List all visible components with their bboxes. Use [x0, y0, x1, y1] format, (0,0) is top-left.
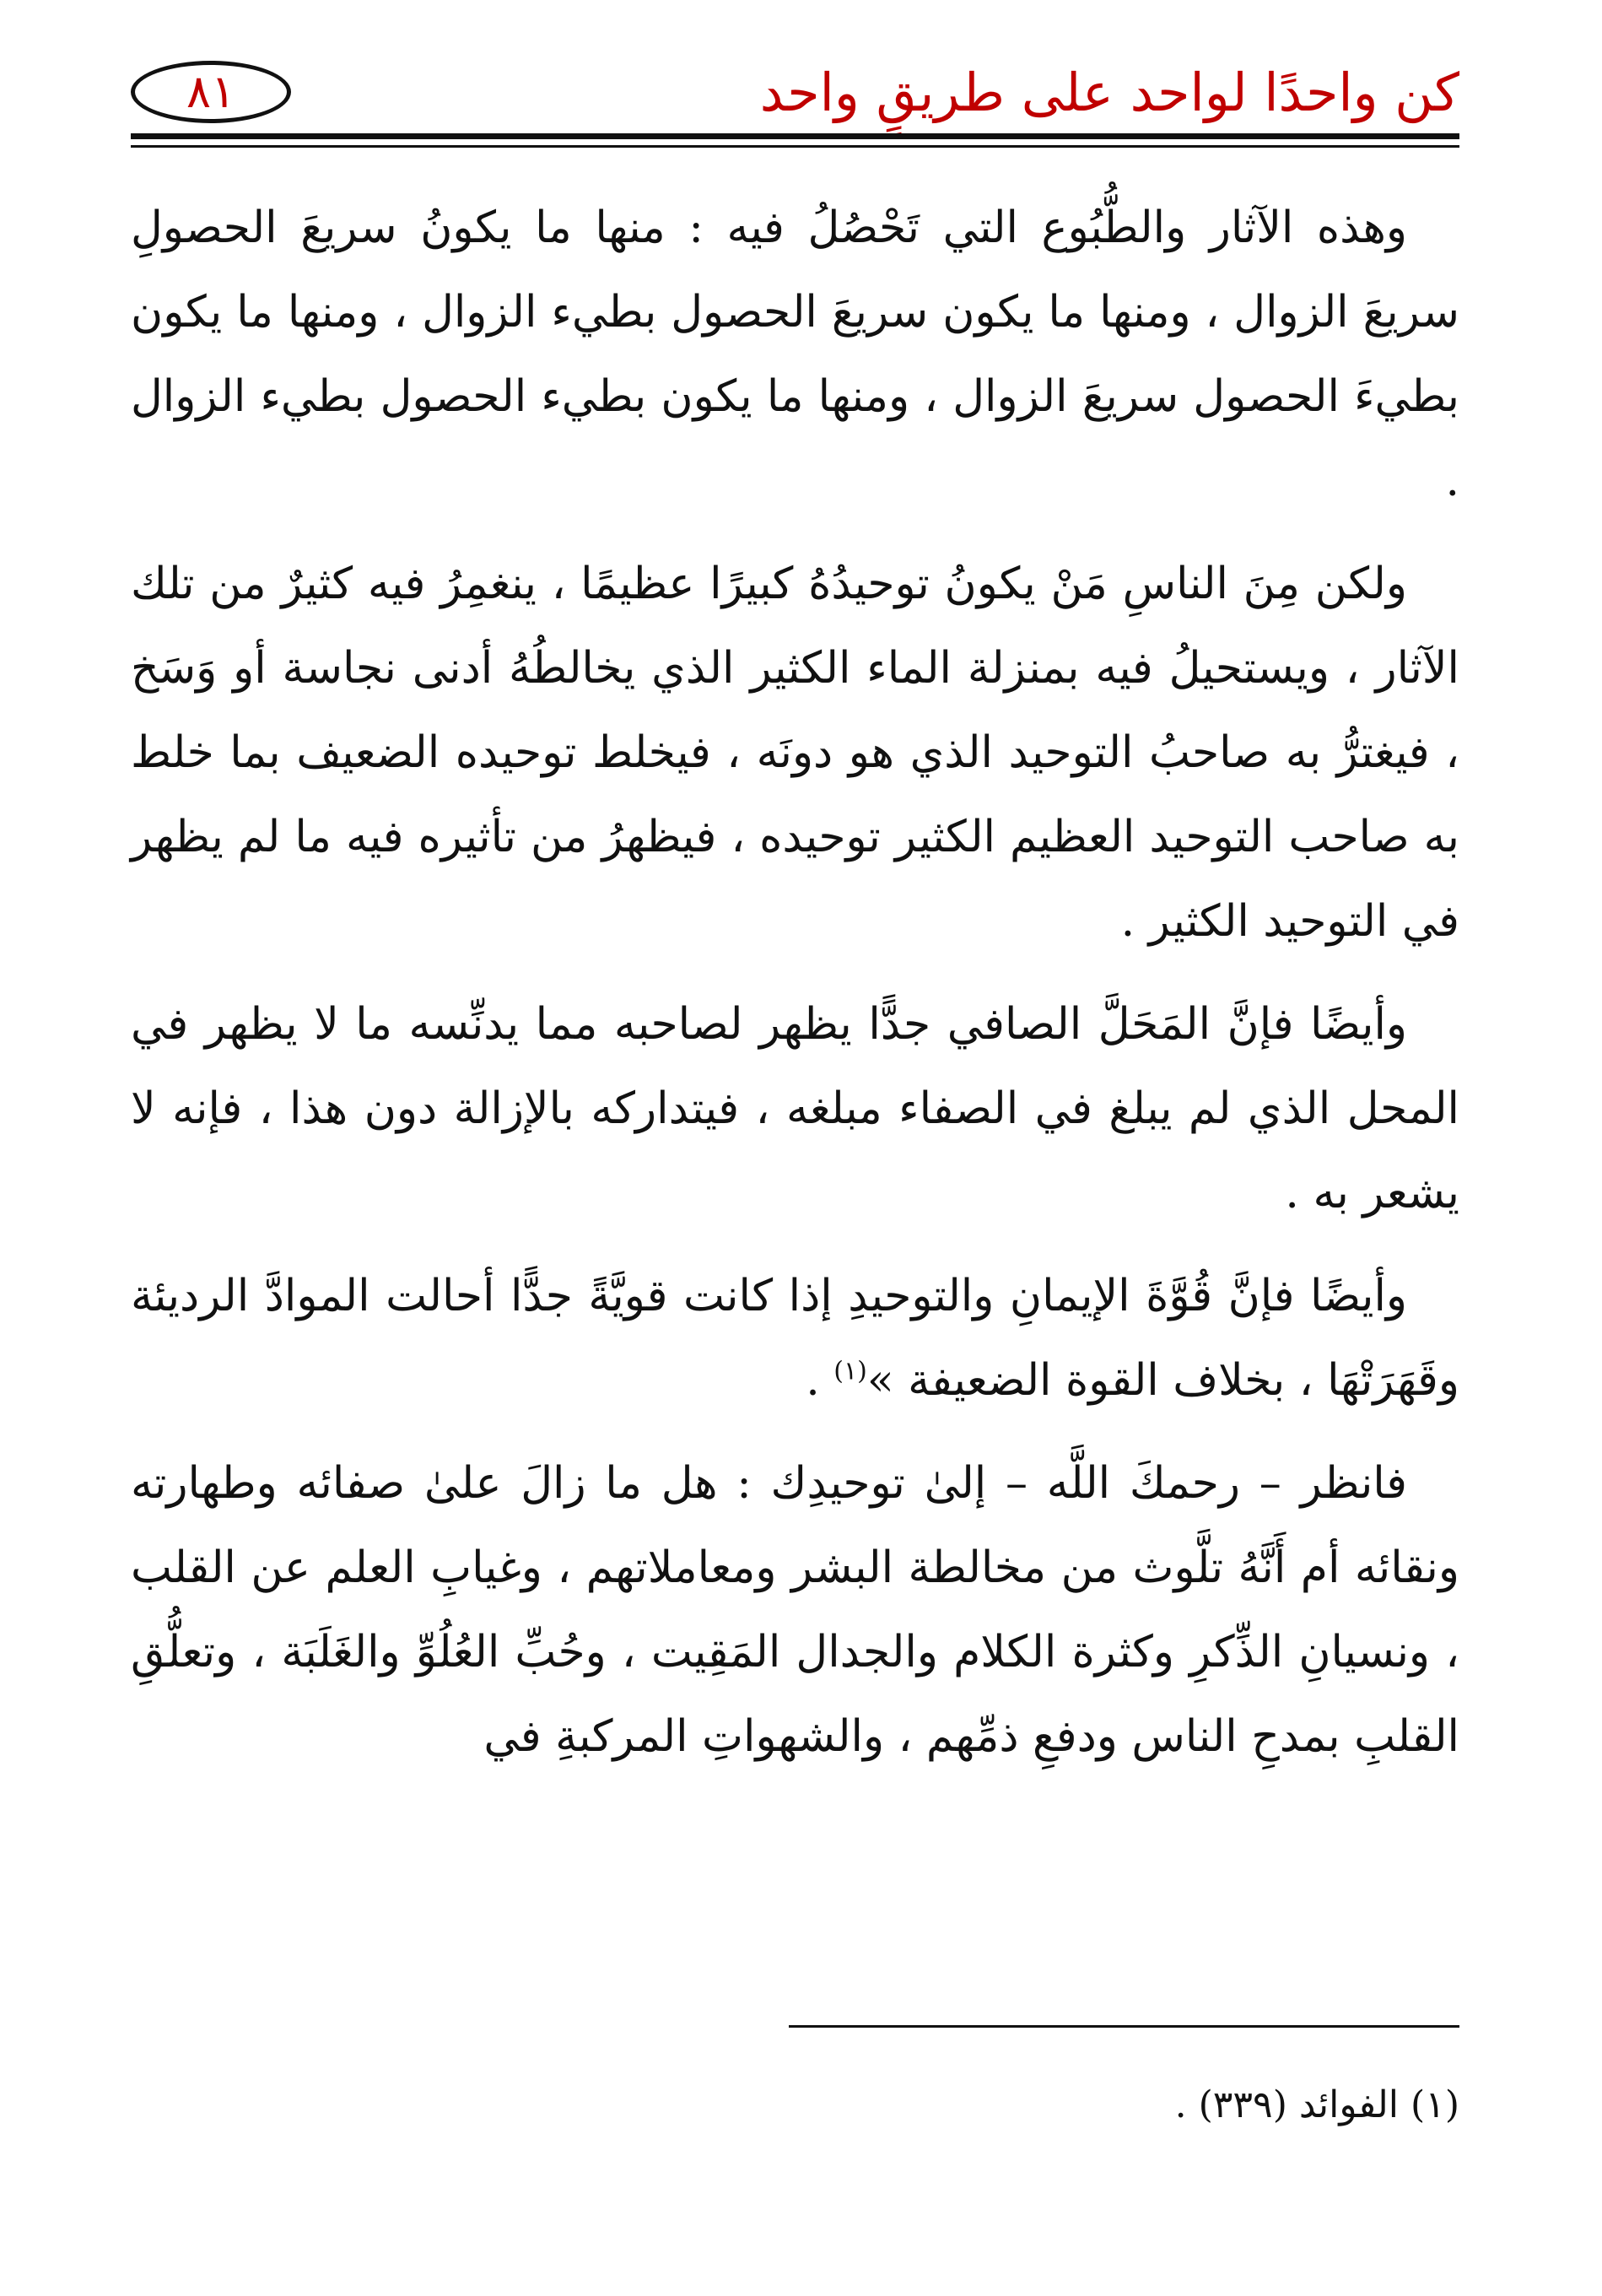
- body-text: [131, 186, 1459, 1797]
- paragraph-4: [131, 1254, 1459, 1423]
- page-number: ٨١: [186, 65, 236, 118]
- paragraph-text: ولكن مِنَ الناسِ مَنْ يكونُ توحيدُهُ كبيرًا عظيمًا ، ينغمِرُ فيه كثيرٌ من تلك الآثار ، ويستحيلُ فيه بمنزلة الماء الكثير الذي يخالطُهُ أدنى نجاسة أو وَسَخ ، فيغترُّ به صاحبُ التوحيد الذي هو دونَه ، فيخلط توحيده الضعيف بما خلط به صاحب التوحيد العظيم الكثير توحيده ، فيظهرُ من تأثيره فيه ما لم يظهر في التوحيد الكثير .: [131, 559, 1459, 947]
- paragraph-text: وأيضًا فإنَّ قُوَّةَ الإيمانِ والتوحيدِ إذا كانت قويَّةً جدًّا أحالت الموادَّ الرديئة وقَهَرَتْهَا ، بخلاف القوة الضعيفة »: [131, 1271, 1459, 1406]
- page-header: [131, 38, 1459, 148]
- paragraph-2: [131, 542, 1459, 964]
- paragraph-3: [131, 982, 1459, 1235]
- header-rule-thin: [131, 145, 1459, 148]
- paragraph-text: فانظر – رحمكَ اللَّه – إلىٰ توحيدِك : هل ما زالَ علىٰ صفائه وطهارته ونقائه أم أَنَّهُ تلَّوث من مخالطة البشر ومعاملاتهم ، وغيابِ العلم عن القلب ، ونسيانِ الذِّكرِ وكثرة الكلام والجدال المَقِيت ، وحُبِّ العُلُوِّ والغَلَبَة ، وتعلُّقِ القلبِ بمدحِ الناس ودفعِ ذمِّهم ، والشهواتِ المركبةِ في: [131, 1458, 1459, 1762]
- footnote-separator: [789, 2025, 1459, 2028]
- footnote: [131, 2076, 1459, 2135]
- running-title: كن واحدًا لواحد على طريقٍ واحد: [759, 62, 1459, 123]
- paragraph-1: [131, 186, 1459, 523]
- footnote-text: (١) الفوائد (٣٣٩) .: [1174, 2083, 1459, 2126]
- header-rule-thick: [131, 133, 1459, 139]
- footnote-reference[interactable]: (١): [833, 1356, 867, 1386]
- paragraph-tail: .: [806, 1355, 834, 1406]
- paragraph-5: [131, 1441, 1459, 1779]
- paragraph-text: وهذه الآثار والطُّبُوع التي تَحْصُلُ فيه : منها ما يكونُ سريعَ الحصولِ سريعَ الزوال ، ومنها ما يكون سريعَ الحصول بطيء الزوال ، ومنها ما يكون بطيءَ الحصول سريعَ الزوال ، ومنها ما يكون بطيء الحصول بطيء الزوال .: [131, 203, 1459, 506]
- page-number-oval: [131, 61, 291, 123]
- paragraph-text: وأيضًا فإنَّ المَحَلَّ الصافي جدًّا يظهر لصاحبه مما يدنِّسه ما لا يظهر في المحل الذي لم يبلغ في الصفاء مبلغه ، فيتداركه بالإزالة دون هذا ، فإنه لا يشعر به .: [131, 999, 1459, 1218]
